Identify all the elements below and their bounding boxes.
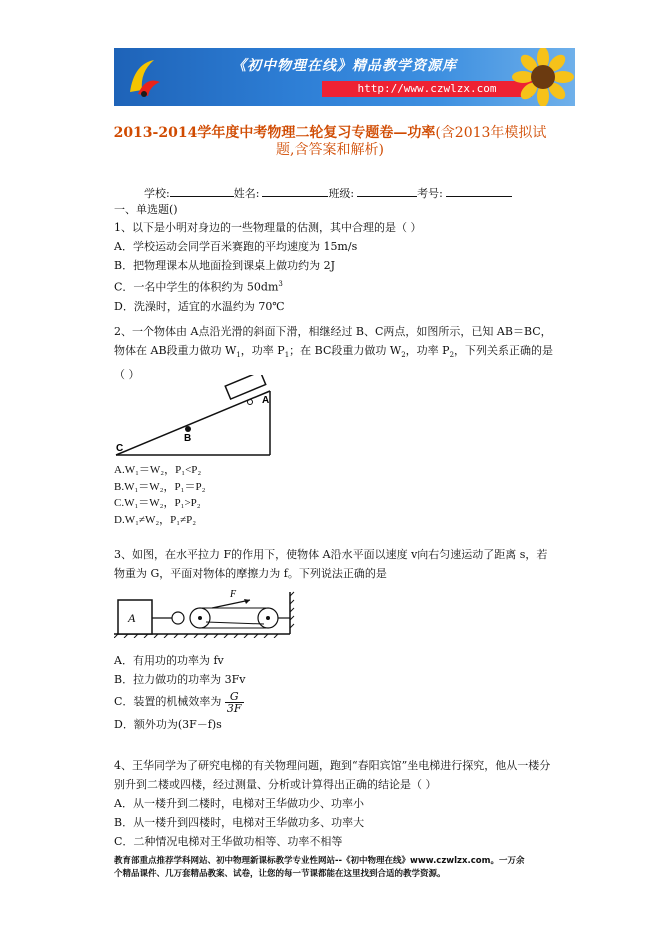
q2-stem-a: 物体在 AB段重力做功 W xyxy=(114,344,237,357)
banner-url[interactable]: http://www.czwlzx.com xyxy=(322,81,532,97)
footer-line-2: 个精品课件、几万套精品教案、试卷，让您的每一节课都能在这里找到合适的教学资源。 xyxy=(114,869,446,879)
footer-line-1: 教育部重点推荐学科网站、初中物理新课标教学专业性网站--《初中物理在线》www.czwlzx.com。一万余 xyxy=(114,856,525,866)
title-line-2: 题,含答案和解析) xyxy=(276,142,384,158)
point-b xyxy=(185,426,191,432)
block-a-label: A xyxy=(128,611,136,625)
label-a: A xyxy=(262,395,270,406)
school-label: 学校: xyxy=(144,187,170,200)
q2-stem-c: ；在 BC段重力做功 W xyxy=(289,344,402,357)
q3-options xyxy=(114,651,576,734)
label-b: B xyxy=(184,433,192,444)
q2-option-c[interactable]: C.W₁＝W₂，P₁>P₂ xyxy=(114,497,201,509)
pulley-diagram xyxy=(114,588,296,638)
q3-option-d[interactable]: D．额外功为(3F－f)s xyxy=(114,718,222,731)
fraction-numerator: G xyxy=(225,691,244,703)
q4-option-a[interactable]: A．从一楼升到二楼时，电梯对王华做功少、功率小 xyxy=(114,797,364,810)
q3-stem-line-2: 物重为 G，平面对物体的摩擦力为 f。下列说法正确的是 xyxy=(114,567,387,580)
q1-option-d[interactable]: D．洗澡时，适宜的水温约为 70℃ xyxy=(114,299,285,313)
efficiency-fraction xyxy=(225,691,244,714)
q2-stem-line-3: （ ） xyxy=(114,368,140,382)
q1-stem: 1、以下是小明对身边的一些物理量的估测，其中合理的是（ ） xyxy=(114,221,422,234)
q1-option-c-sup: 3 xyxy=(278,280,283,288)
sunflower-icon xyxy=(503,48,575,106)
class-field[interactable] xyxy=(357,185,417,197)
q1-option-c-text: C．一名中学生的体积约为 50dm xyxy=(114,280,279,294)
q1-option-a[interactable]: A．学校运动会同学百米赛跑的平均速度为 15m/s xyxy=(114,240,358,253)
banner-title: 《初中物理在线》精品教学资源库 xyxy=(232,58,457,74)
q3-option-a[interactable]: A．有用功的功率为 fv xyxy=(114,654,224,667)
q2-options xyxy=(114,462,576,528)
q3-option-c-text: C．装置的机械效率为 xyxy=(114,695,222,708)
question-1 xyxy=(114,218,576,316)
name-label: 姓名: xyxy=(233,187,260,200)
question-4 xyxy=(114,756,576,851)
q2-option-d[interactable]: D.W₁≠W₂，P₁≠P₂ xyxy=(114,513,197,526)
q3-option-c[interactable] xyxy=(114,689,576,715)
page-footer xyxy=(114,855,576,881)
incline-diagram xyxy=(112,375,272,460)
q2-option-b[interactable]: B.W₁＝W₂，P₁＝P₂ xyxy=(114,480,206,493)
q2-option-a[interactable]: A.W₁＝W₂，P₁<P₂ xyxy=(114,464,202,476)
q4-stem-line-1: 4、王华同学为了研究电梯的有关物理问题，跑到“春阳宾馆”坐电梯进行探究，他从一楼分 xyxy=(114,759,551,772)
q4-option-c[interactable]: C．二种情况电梯对王华做功相等、功率不相等 xyxy=(114,835,343,848)
q1-option-b[interactable]: B．把物理课本从地面捡到课桌上做功约为 2J xyxy=(114,259,335,272)
q4-option-b[interactable]: B．从一楼升到四楼时，电梯对王华做功多、功率大 xyxy=(114,816,365,829)
force-f-label: F xyxy=(230,589,237,600)
student-info-line xyxy=(144,185,512,201)
title-paren: (含2013年模拟试 xyxy=(435,125,547,141)
name-field[interactable] xyxy=(262,185,328,197)
q3-option-b[interactable]: B．拉力做功的功率为 3Fv xyxy=(114,673,246,686)
class-label: 班级: xyxy=(328,187,355,200)
school-field[interactable] xyxy=(170,185,234,197)
section-heading: 一、单选题() xyxy=(114,203,178,216)
question-3 xyxy=(114,545,576,583)
q2-stem-line-1: 2、一个物体由 A点沿光滑的斜面下滑，相继经过 B、C两点，如图所示，已知 AB＝BC， xyxy=(114,325,552,338)
q2-stem-line-2: 物体在 AB段重力做功 $W_1$，功率 $P_1$；在 BC段重力做功 $W_2$，功率 $P_2$，下列关系正确的是 xyxy=(114,344,554,360)
header-banner xyxy=(114,48,575,106)
q1-option-c[interactable] xyxy=(114,275,576,297)
q3-stem-line-1: 3、如图，在水平拉力 F的作用下，使物体 A沿水平面以速度 v向右匀速运动了距离 s，若 xyxy=(114,548,548,561)
site-logo-icon xyxy=(124,56,164,98)
label-c: C xyxy=(116,443,124,454)
document-title-line-2 xyxy=(60,139,600,159)
exam-no-field[interactable] xyxy=(446,185,512,197)
fraction-denominator: 3F xyxy=(226,701,242,715)
q2-stem-e: ，下列关系正确的是 xyxy=(454,344,554,357)
q4-stem-line-2: 别升到二楼或四楼，经过测量、分析或计算得出正确的结论是（ ） xyxy=(114,778,437,791)
q2-stem-b: ，功率 P xyxy=(240,344,285,357)
exam-no-label: 考号: xyxy=(417,187,443,200)
q2-stem-d: ，功率 P xyxy=(405,344,450,357)
title-main: 2013-2014学年度中考物理二轮复习专题卷—功率 xyxy=(113,125,436,141)
